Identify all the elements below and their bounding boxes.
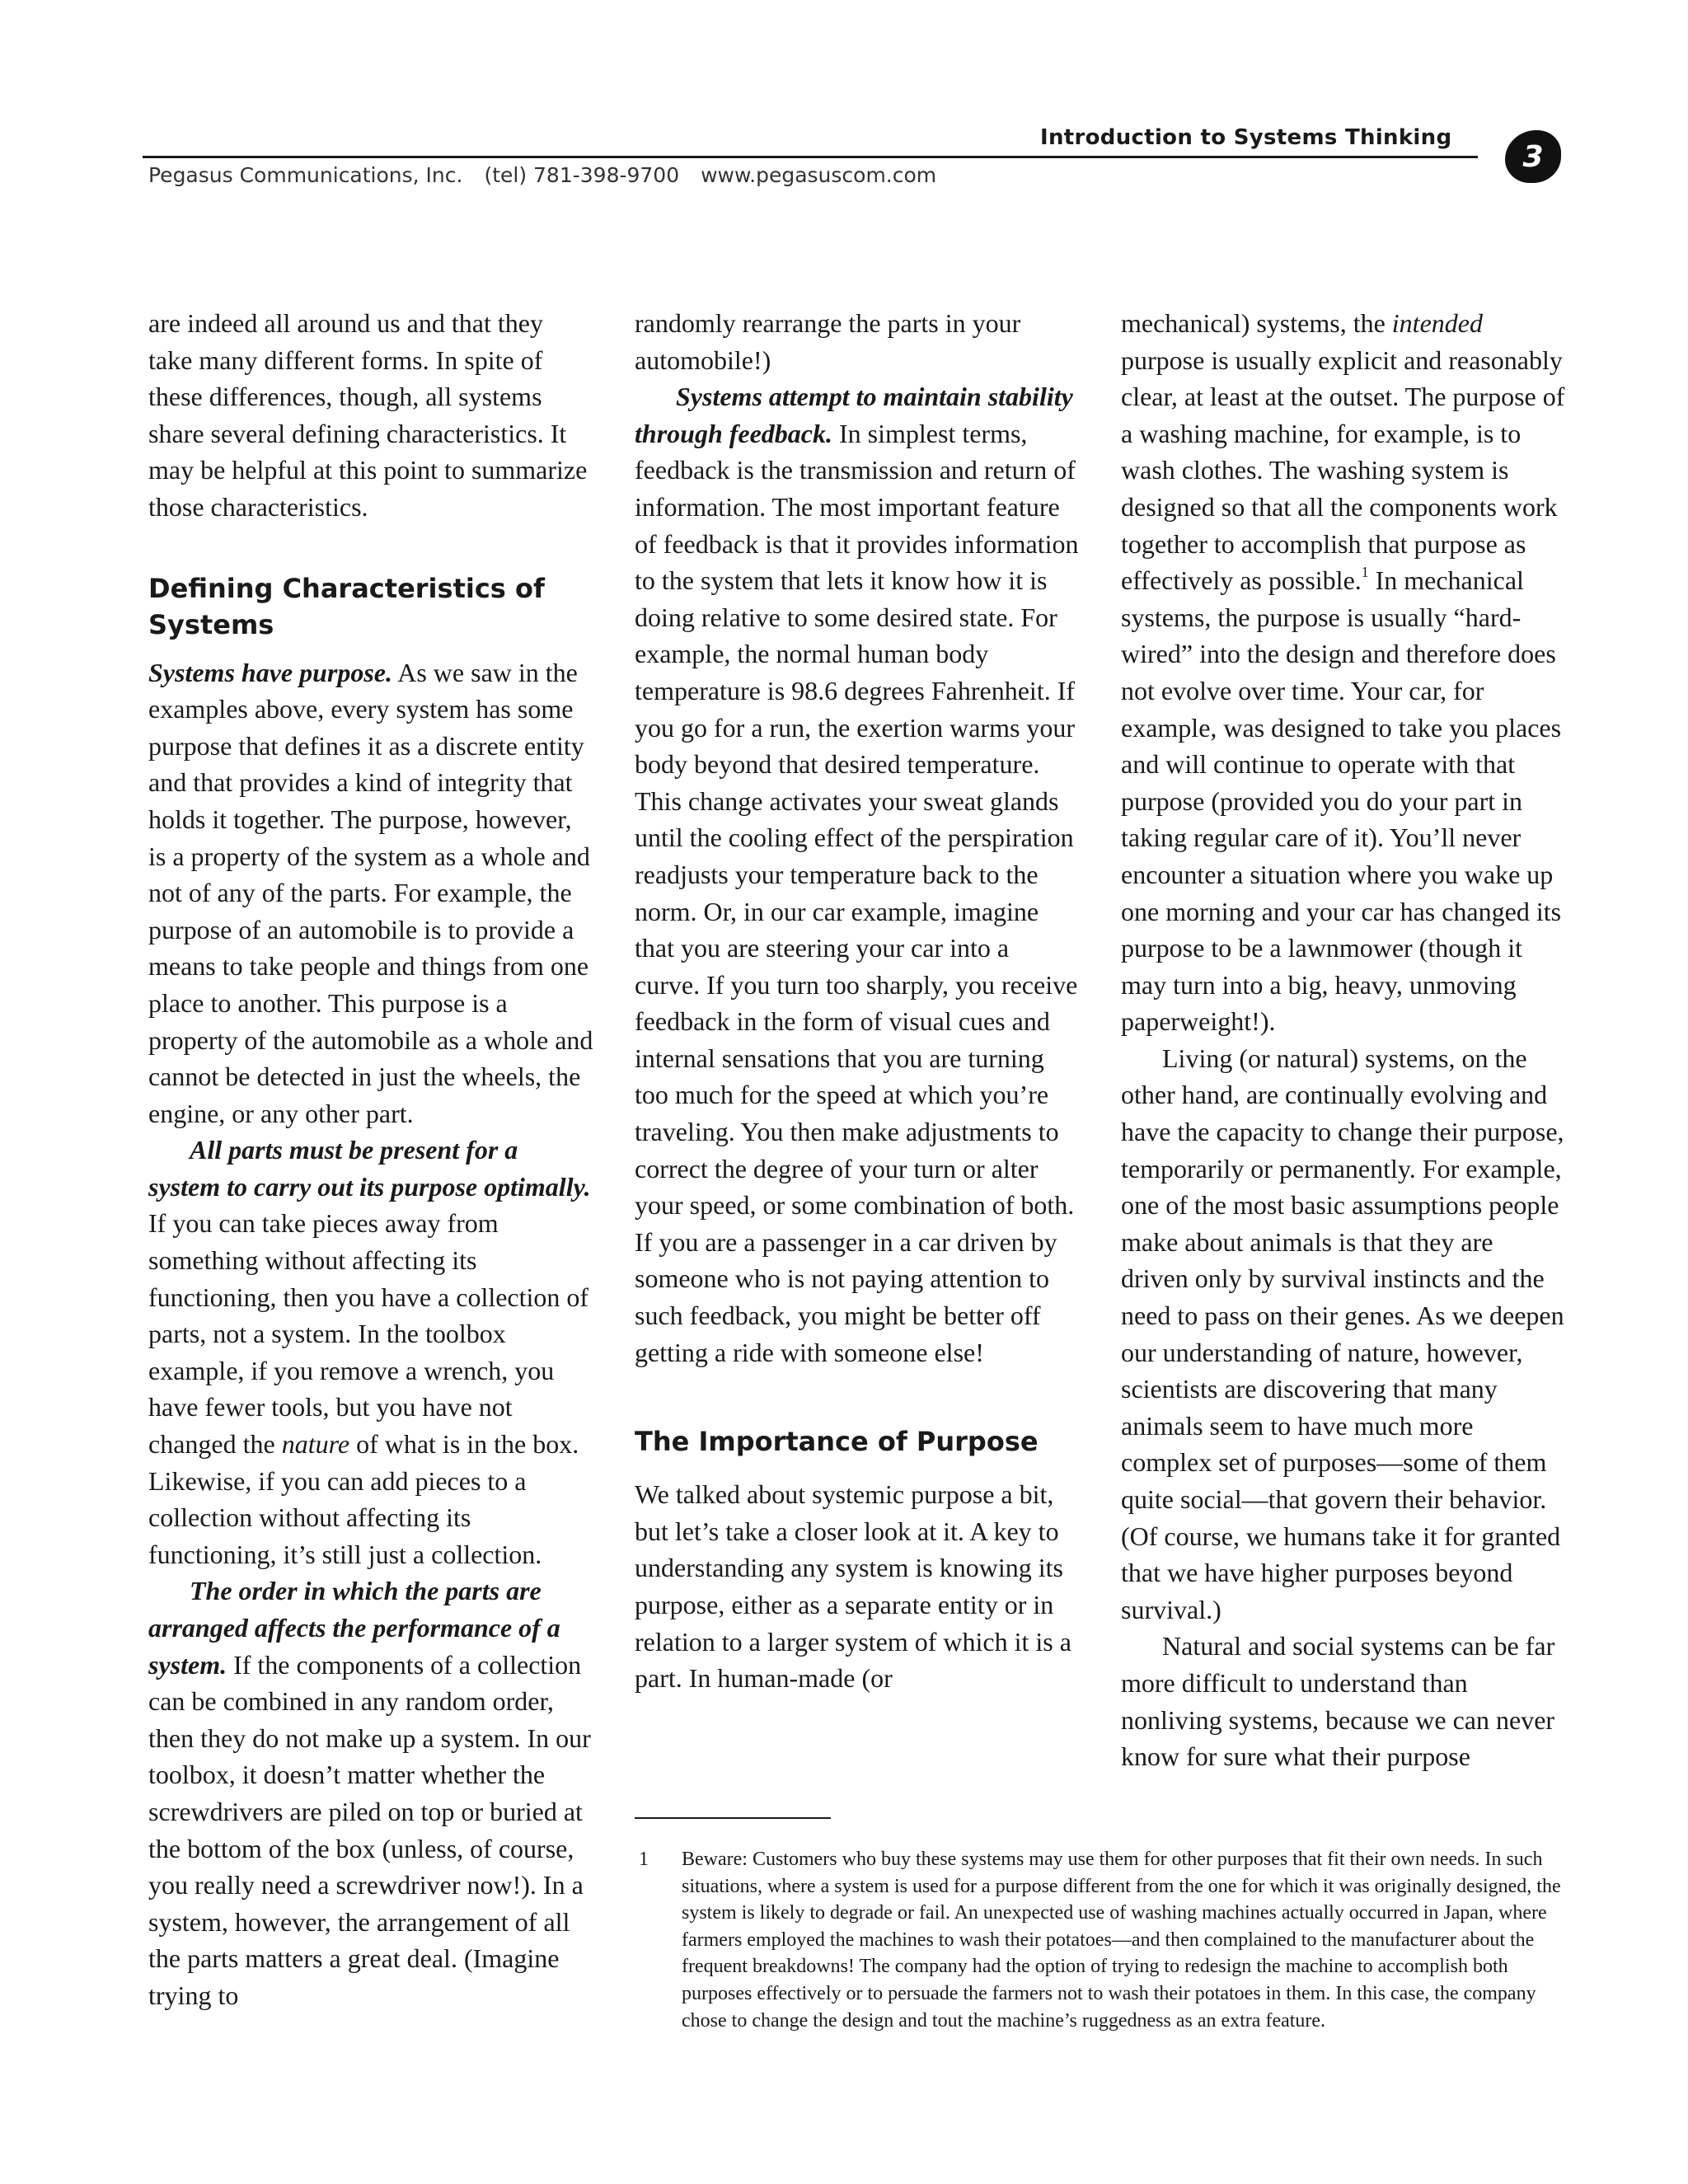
- publisher-phone: (tel) 781-398-9700: [484, 163, 680, 187]
- paragraph-living-systems: Living (or natural) systems, on the other hand, are continually evolving and have the capacity to change their purpose, temporarily or permanently. For example, one of the most basic assumptions people make about animals is that they are driven only by survival instincts and the need to pass on their genes. As we deepen our understanding of nature, however, scientists are discovering that many animals seem to have much more complex set of purposes—some of them quite social—that govern their behavior. (Of course, we humans take it for granted that we have higher purposes beyond survival.): [1121, 1043, 1564, 1624]
- footnote-rule: [635, 1817, 831, 1819]
- paragraph-text: If the components of a collection can be combined in any random order, then they do not make up a system. In our toolbox, it doesn’t matter whether the screwdrivers are piled on top or buried at the bottom of the box (unless, of course, you really need a screwdriver now!). In a system, however, the arrangement of all the parts matters a great deal. (Imagine trying to: [148, 1649, 591, 2010]
- paragraph-text: of what is in the box. Likewise, if you can add pieces to a collection without affecting its functioning, it’s still just a collection.: [148, 1429, 579, 1569]
- footnote-text: Beware: Customers who buy these systems may use them for other purposes that fit their own needs. In such situations, where a system is used for a purpose different from the one for which it was originally designed, the system is likely to degrade or fail. An unexpected use of washing machines actually occurred in Japan, where farmers employed the machines to wash their potatoes—and then complained to the manufacturer about the frequent breakdowns! The company had the option of trying to redesign the machine to accomplish both purposes effectively or to persuade the farmers not to wash their potatoes in them. In this case, the company chose to change the design and tout the machine’s ruggedness as an extra feature.: [682, 1849, 1561, 2032]
- page-number: 3: [1522, 139, 1544, 174]
- lead-in-systems-have-purpose: Systems have purpose.: [148, 657, 392, 687]
- section-heading-defining-characteristics: Defining Characteristics of Systems: [148, 572, 545, 640]
- paragraph-natural-social-systems: Natural and social systems can be far more difficult to understand than nonliving systems, because we can never know for sure what their purpose: [1121, 1631, 1555, 1772]
- running-header-title: Introduction to Systems Thinking: [1040, 125, 1452, 150]
- column-3: [1121, 305, 1566, 1775]
- paragraph-systems-have-purpose: [148, 654, 593, 1132]
- column-2-continuation: randomly rearrange the parts in your automobile!): [635, 308, 1021, 375]
- publisher-contact: [148, 163, 951, 187]
- lead-in-feedback: Systems attempt to maintain stability through feedback.: [635, 382, 1073, 448]
- section-heading-importance-of-purpose: The Importance of Purpose: [635, 1426, 1039, 1458]
- paragraph-text: If you can take pieces away from something without affecting its functioning, then you have a collection of parts, not a system. In the toolbox example, if you remove a wrench, you have fewer tools, but you have not changed the: [148, 1208, 589, 1460]
- footnote-reference[interactable]: 1: [1361, 563, 1369, 580]
- footnote-number: 1: [639, 1849, 649, 1870]
- paragraph-text: purpose is usually explicit and reasonably clear, at least at the outset. The purpose of a washing machine, for example, is to wash clothes. The washing system is designed so that all the components work together to accomplish that purpose as effectively as possible.: [1121, 344, 1565, 596]
- column-2: [635, 305, 1080, 1697]
- paragraph-feedback: [635, 378, 1080, 1371]
- paragraph-all-parts-present: [148, 1132, 593, 1572]
- column-1: [148, 305, 593, 2014]
- paragraph-order-of-parts: [148, 1572, 593, 2013]
- emphasis-nature: nature: [281, 1429, 350, 1460]
- lead-in-all-parts-present: All parts must be present for a system to carry out its purpose optimally.: [148, 1135, 591, 1202]
- page-number-badge: [1505, 130, 1561, 183]
- publisher-website: www.pegasuscom.com: [701, 163, 937, 187]
- lead-in-order-of-parts: The order in which the parts are arranged affects the performance of a system.: [148, 1576, 560, 1680]
- paragraph-text: In mechanical systems, the purpose is usually “hard-wired” into the design and therefore does not evolve over time. Your car, for example, was designed to take you places and will continue to operate with that purpose (provided you do your part in taking regular care of it). You’ll never encounter a situation where you wake up one morning and your car has changed its purpose to be a lawnmower (though it may turn into a big, heavy, unmoving paperweight!).: [1121, 565, 1562, 1037]
- column-1-intro: are indeed all around us and that they take many different forms. In spite of these differences, though, all systems share several defining characteristics. It may be helpful at this point to summarize those characteristics.: [148, 308, 588, 522]
- footnote: [639, 1846, 1562, 2034]
- paragraph-systemic-purpose: We talked about systemic purpose a bit, but let’s take a closer look at it. A key to understanding any system is knowing its purpose, either as a separate entity or in relation to a larger system of which it is a part. In human-made (or: [635, 1479, 1071, 1694]
- paragraph-text: In simplest terms, feedback is the transmission and return of information. The most important feature of feedback is that it provides information to the system that lets it know how it is doing relative to some desired state. For example, the normal human body temperature is 98.6 degrees Fahrenheit. If you go for a run, the exertion warms your body beyond that desired temperature. This change activates your sweat glands until the cooling effect of the perspiration readjusts your temperature back to the norm. Or, in our car example, imagine that you are steering your car into a curve. If you turn too sharply, you receive feedback in the form of visual cues and internal sensations that you are turning too much for the speed at which you’re traveling. You then make adjustments to correct the degree of your turn or alter your speed, or some combination of both. If you are a passenger in a car driven by someone who is not paying attention to such feedback, you might be better off getting a ride with someone else!: [635, 418, 1079, 1367]
- header-rule: [143, 156, 1478, 158]
- paragraph-mechanical-systems: [1121, 305, 1566, 1040]
- emphasis-intended: intended: [1391, 308, 1483, 338]
- paragraph-text: As we saw in the examples above, every system has some purpose that defines it as a discrete entity and that provides a kind of integrity that holds it together. The purpose, however, is a property of the system as a whole and not of any of the parts. For example, the purpose of an automobile is to provide a means to take people and things from one place to another. This purpose is a property of the automobile as a whole and cannot be detected in just the wheels, the engine, or any other part.: [148, 657, 593, 1128]
- paragraph-text: mechanical) systems, the: [1121, 308, 1392, 338]
- publisher-name: Pegasus Communications, Inc.: [148, 163, 463, 187]
